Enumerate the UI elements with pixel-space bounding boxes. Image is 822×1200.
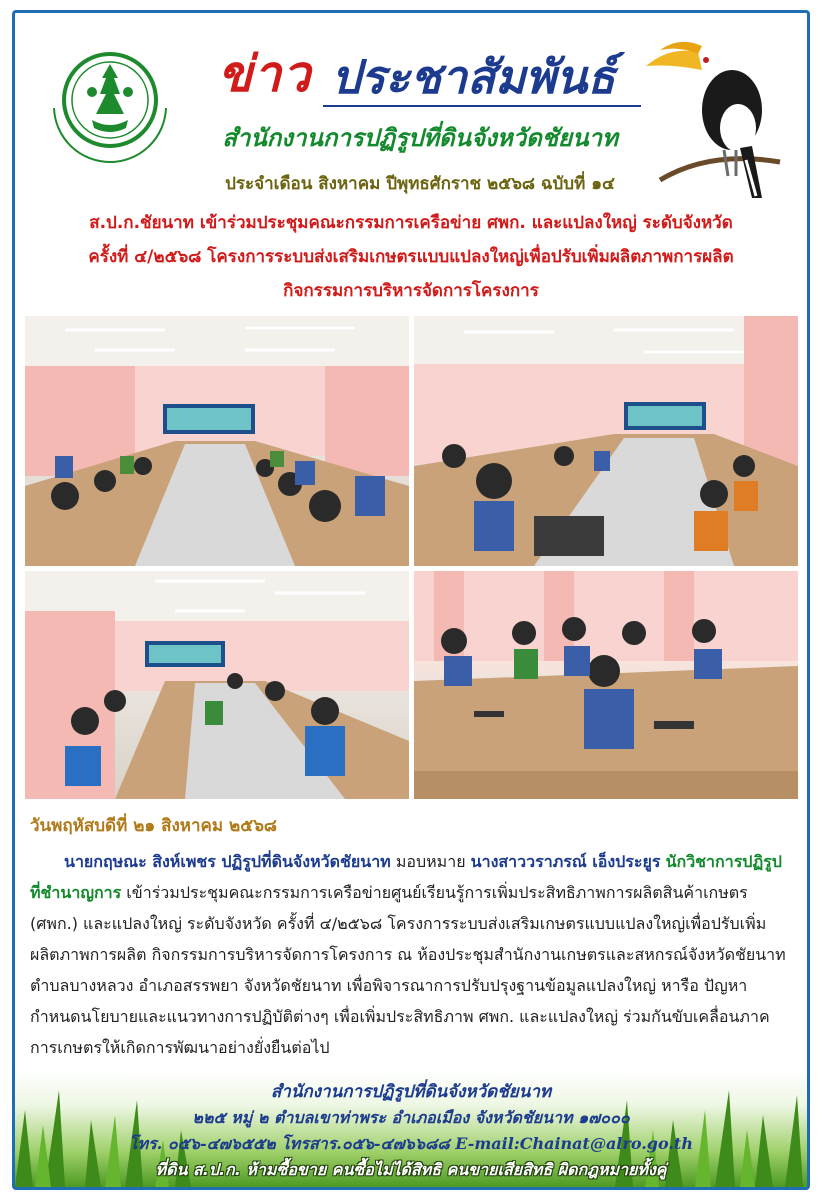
news-body: [30, 846, 792, 1063]
office-name: สำนักงานการปฏิรูปที่ดินจังหวัดชัยนาท: [222, 123, 618, 152]
meeting-photo-3: [25, 571, 409, 799]
headline-news: ข่าว: [218, 44, 312, 103]
meeting-photo-4: [414, 571, 798, 799]
footer: [15, 1070, 807, 1187]
title-line: ครั้งที่ ๔/๒๕๖๘ โครงการระบบส่งเสริมเกษตรแบบแปลงใหญ่เพื่อปรับเพิ่มผลิตภาพการผลิต: [88, 247, 734, 267]
footer-contact: โทร. ๐๕๖-๔๗๖๕๕๒ โทรสาร.๐๕๖-๔๗๖๖๘๘ E-mail:Chainat@alro.go.th: [129, 1134, 693, 1153]
issue-line: ประจำเดือน สิงหาคม ปีพุทธศักราช ๒๕๖๘ ฉบับที่ ๑๔: [225, 174, 615, 194]
title-line: ส.ป.ก.ชัยนาท เข้าร่วมประชุมคณะกรรมการเครือข่าย ศพก. และแปลงใหญ่ ระดับจังหวัด: [89, 213, 733, 233]
headline-pr: ประชาสัมพันธ์: [331, 50, 616, 104]
assign-word: มอบหมาย: [390, 852, 471, 871]
footer-address: ๒๒๕ หมู่ ๒ ตำบลเขาท่าพระ อำเภอเมือง จังหวัดชัยนาท ๑๗๐๐๐: [192, 1108, 630, 1127]
person-name-1: นายกฤษณะ สิงห์เพชร ปฏิรูปที่ดินจังหวัดชัยนาท: [64, 852, 391, 871]
meeting-photo-2: [414, 316, 798, 566]
headline: [218, 34, 615, 114]
body-rest: เข้าร่วมประชุมคณะกรรมการเครือข่ายศูนย์เรียนรู้การเพิ่มประสิทธิภาพการผลิตสินค้าเกษตร (ศพก.) และแปลงใหญ่ ระดับจังหวัด ครั้งที่ ๔/๒๕๖๘ โครงการระบบส่งเสริมเกษตรแบบแปลงใหญ่เพื่อปรับเพิ่มผลิตภาพการผลิต กิจกรรมการบริหารจัดการโครงการ ณ ห้องประชุมสำนักงานเกษตรและสหกรณ์จังหวัดชัยนาท ตำบลบางหลวง อำเภอสรรพยา จังหวัดชัยนาท เพื่อพิจารณาการปรับปรุงฐานข้อมูลแปลงใหญ่ หารือ ปัญหา กำหนดนโยบายและแนวทางการปฏิบัติต่างๆ เพื่อเพิ่มประสิทธิภาพ ศพก. และแปลงใหญ่ ร่วมกันขับเคลื่อนภาคการเกษตรให้เกิดการพัฒนาอย่างยั่งยืนต่อไป: [30, 883, 786, 1057]
person-name-2: นางสาววราภรณ์ เอ็งประยูร: [470, 852, 661, 871]
hornbill-icon: [640, 30, 790, 200]
meeting-photo-1: [25, 316, 409, 566]
headline-underline: [323, 105, 641, 107]
footer-slogan: ที่ดิน ส.ป.ก. ห้ามซื้อขาย คนซื้อไม่ได้สิทธิ คนขายเสียสิทธิ ผิดกฎหมายทั้งคู่: [155, 1160, 667, 1179]
date-line: วันพฤหัสบดีที่ ๒๑ สิงหาคม ๒๕๖๘: [30, 816, 278, 836]
person-title-2: นักวิชาการปฏิรูปที่ชำนาญการ: [30, 852, 782, 902]
footer-office: สำนักงานการปฏิรูปที่ดินจังหวัดชัยนาท: [270, 1082, 552, 1102]
news-title: [36, 206, 786, 308]
alro-emblem-icon: [40, 38, 180, 168]
title-line: กิจกรรมการบริหารจัดการโครงการ: [283, 281, 539, 301]
